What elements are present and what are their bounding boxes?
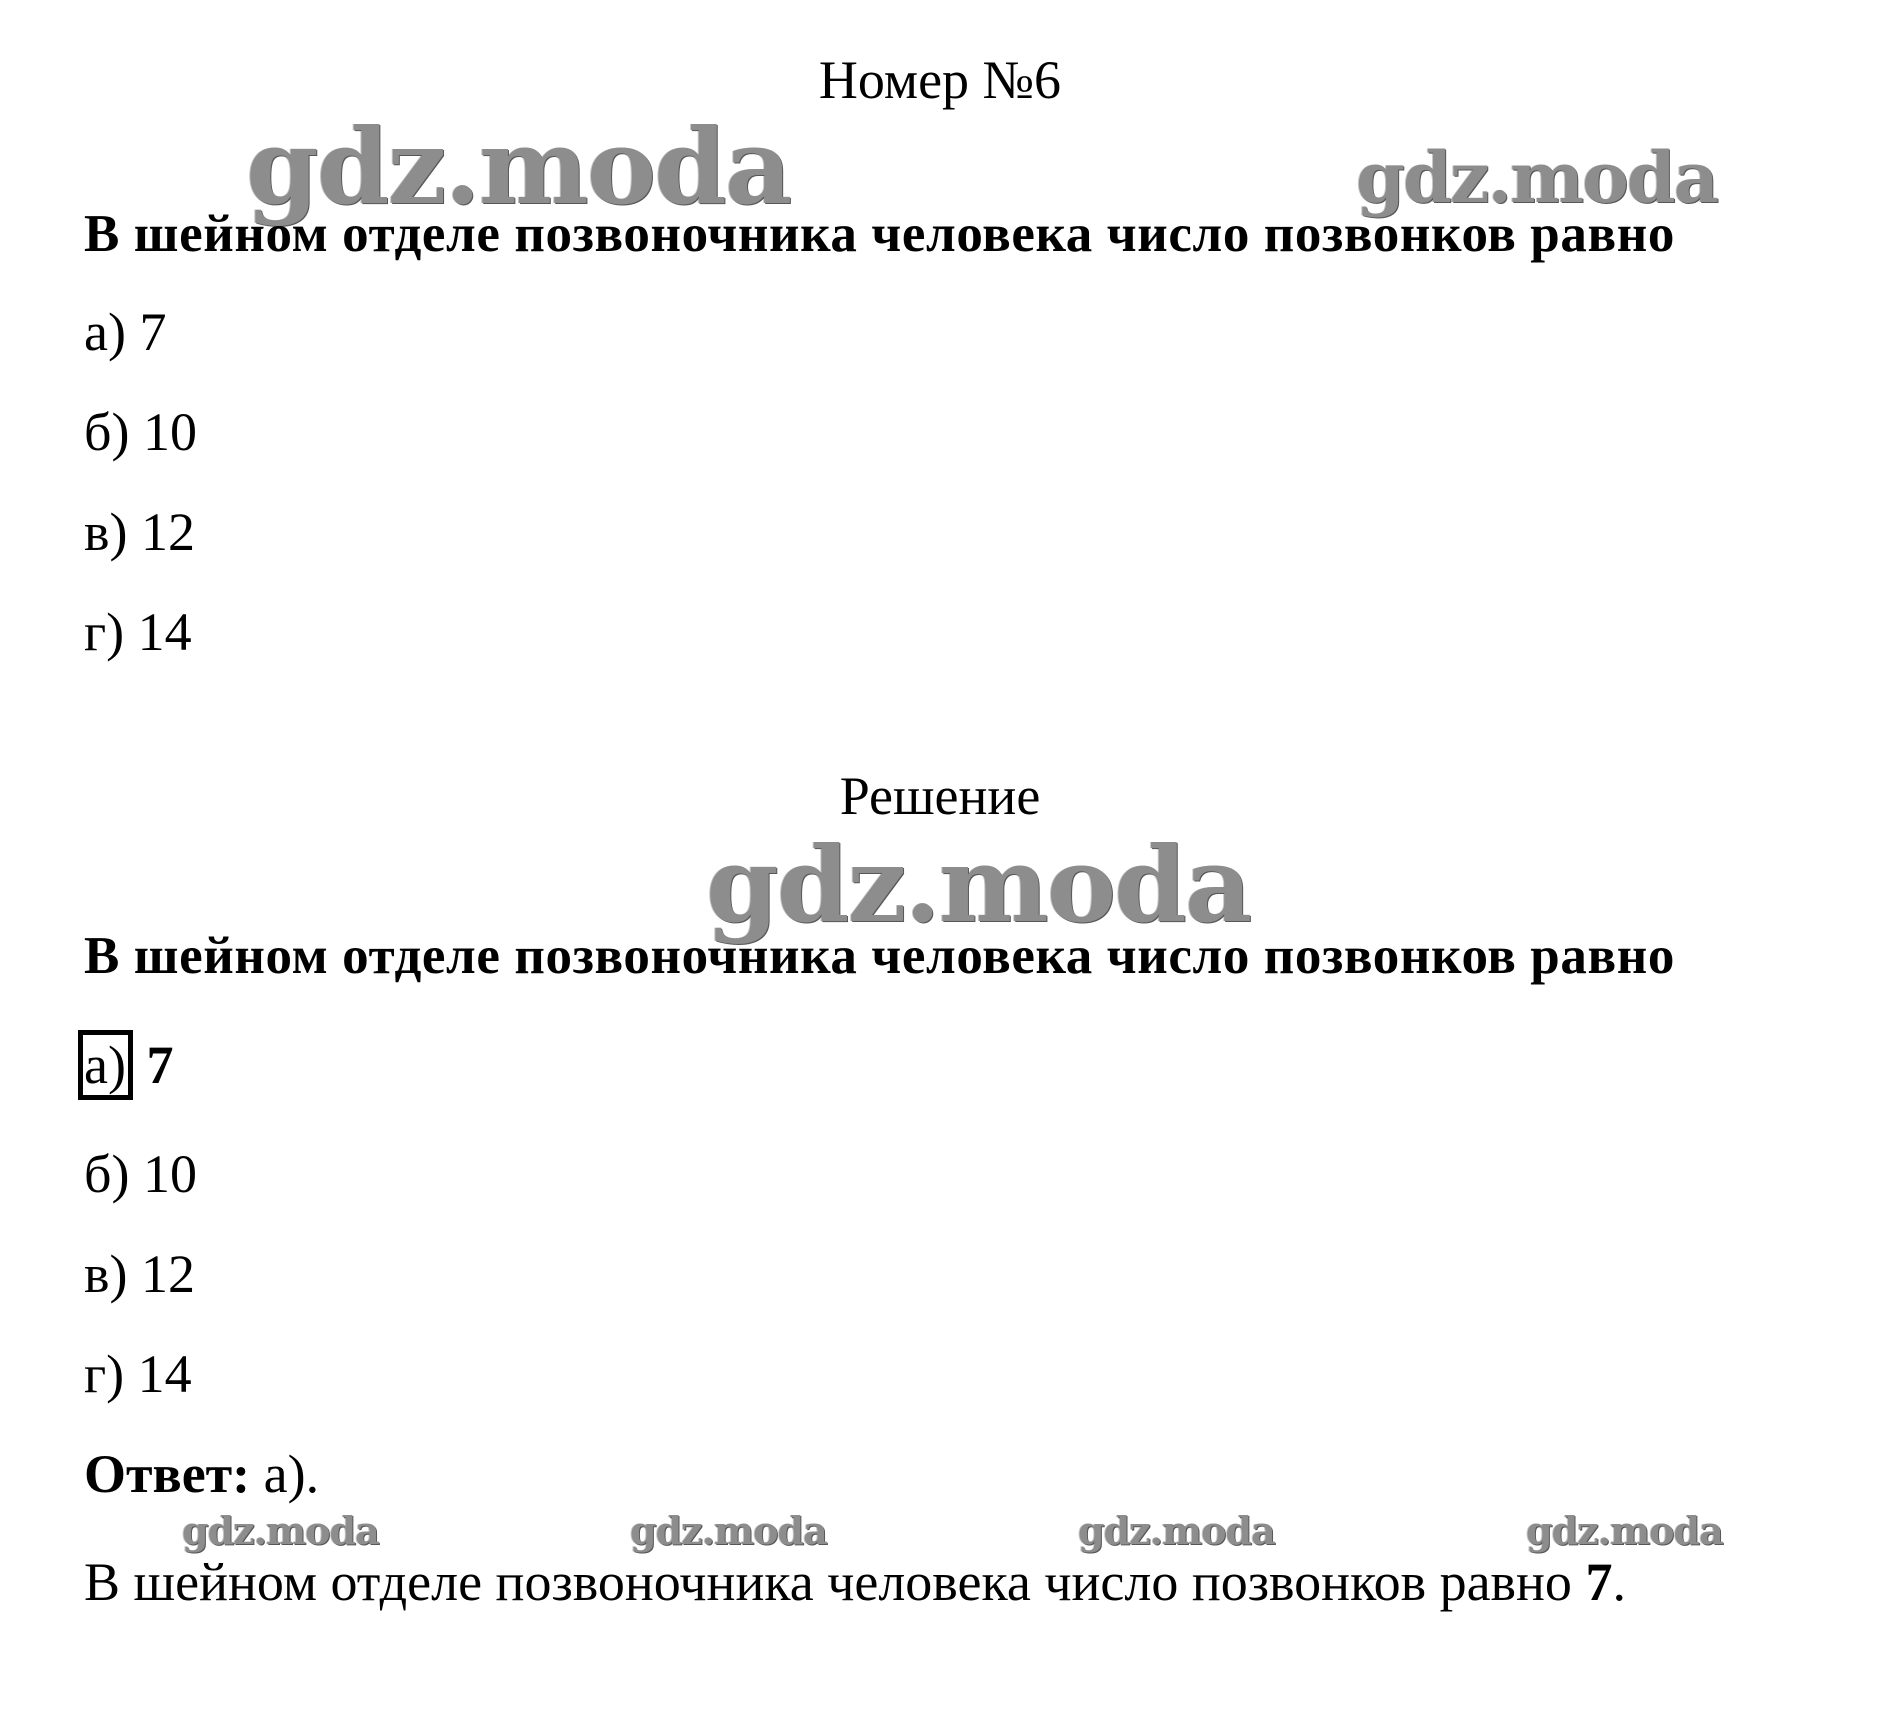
watermark-logo: gdz.moda	[182, 1508, 379, 1553]
option-item	[84, 1144, 197, 1204]
option-value: 12	[140, 1244, 195, 1304]
option-item-correct	[84, 1030, 173, 1100]
explanation-text	[84, 1552, 1626, 1612]
option-item	[84, 302, 166, 362]
option-item	[84, 1344, 192, 1404]
watermark-logo: gdz.moda	[1356, 136, 1718, 219]
option-value: 10	[142, 402, 197, 462]
option-value: 7	[146, 1035, 174, 1095]
option-marker-boxed: а)	[78, 1030, 133, 1100]
answer-value: а).	[263, 1444, 320, 1504]
option-marker: в)	[84, 502, 128, 562]
option-item	[84, 602, 192, 662]
option-value: 14	[137, 602, 192, 662]
watermark-logo: gdz.moda	[1078, 1508, 1275, 1553]
option-item	[84, 1244, 195, 1304]
explanation-end: .	[1612, 1552, 1626, 1612]
option-value: 14	[137, 1344, 192, 1404]
option-marker: г)	[84, 602, 125, 662]
option-item	[84, 402, 197, 462]
solution-question-text: В шейном отделе позвоночника человека число позвонков равно	[84, 927, 1675, 985]
option-marker: а)	[84, 302, 126, 362]
page-title: Номер №6	[818, 50, 1062, 110]
explanation-body: В шейном отделе позвоночника человека число позвонков равно	[84, 1552, 1572, 1612]
option-value: 7	[139, 302, 167, 362]
option-value: 12	[140, 502, 195, 562]
watermark-logo: gdz.moda	[246, 105, 791, 228]
option-marker: б)	[84, 1144, 130, 1204]
question-text: В шейном отделе позвоночника человека число позвонков равно	[84, 205, 1675, 263]
answer-label: Ответ:	[84, 1444, 251, 1504]
solution-title: Решение	[839, 766, 1041, 826]
option-marker: б)	[84, 402, 130, 462]
watermark-logo: gdz.moda	[706, 823, 1251, 946]
option-value: 10	[142, 1144, 197, 1204]
watermark-logo: gdz.moda	[1526, 1508, 1723, 1553]
option-marker: г)	[84, 1344, 125, 1404]
explanation-number: 7	[1585, 1552, 1613, 1612]
watermark-logo: gdz.moda	[630, 1508, 827, 1553]
answer-line	[84, 1444, 319, 1504]
option-item	[84, 502, 195, 562]
option-marker: в)	[84, 1244, 128, 1304]
